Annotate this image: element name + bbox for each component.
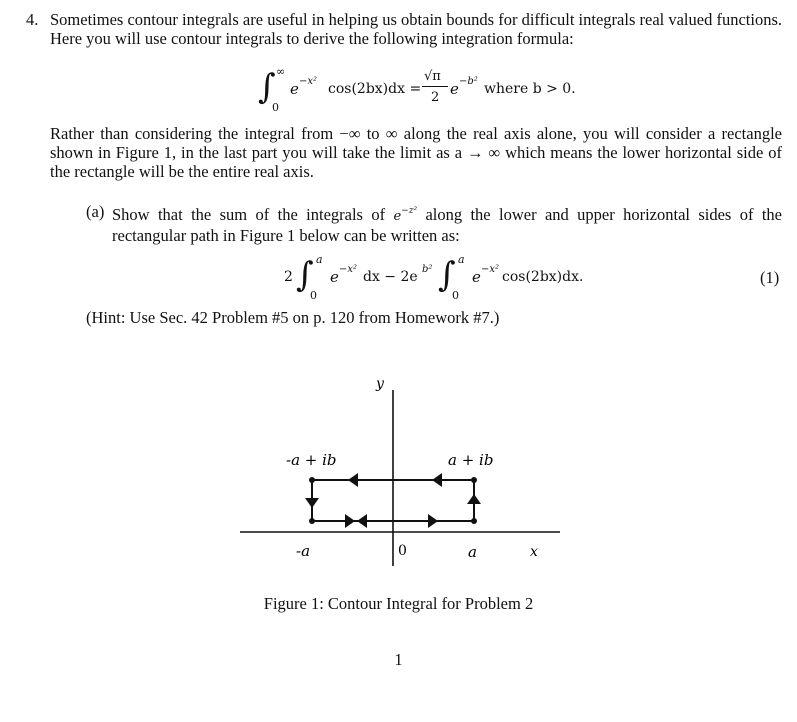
fraction-numerator: √π (424, 69, 441, 84)
part-a-text-before: Show that the sum of the integrals of (112, 205, 386, 224)
rhs-exponent: −b² (459, 76, 478, 87)
eq-lower-limit-2: 0 (452, 289, 459, 302)
figure-caption: Figure 1: Contour Integral for Problem 2 (263, 594, 534, 613)
eq-integral-sign-1: ∫ (296, 255, 314, 295)
integrand-rest: cos(2bx)dx = (328, 81, 422, 97)
eq-rest: cos(2bx)dx. (502, 269, 584, 285)
arrow-left-down (305, 498, 319, 508)
label-origin: 0 (398, 543, 407, 559)
eq-integral-sign-2: ∫ (438, 255, 456, 295)
label-top-left: -a + ib (286, 451, 337, 469)
eq-lower-limit-1: 0 (310, 289, 317, 302)
fraction-denominator: 2 (431, 90, 440, 105)
integrand-exponent: −x² (299, 76, 318, 87)
eq-mid-exp: b² (422, 264, 433, 275)
eq-base-2: e (472, 268, 481, 286)
rhs-base: e (450, 80, 459, 98)
label-neg-a: -a (296, 542, 311, 560)
integrand-base: e (290, 80, 299, 98)
problem-intro: Sometimes contour integrals are useful in helping us obtain bounds for difficult integrals real valued functions. Here you will use contour integrals to derive the following integration formula: (50, 10, 782, 48)
part-a-label: (a) (86, 202, 105, 221)
corner-bottom-left (309, 518, 315, 524)
corner-top-right (471, 477, 477, 483)
part-a-exp-base: e (393, 209, 402, 224)
problem-number: 4. (26, 10, 39, 29)
arrow-bottom-mid (345, 514, 355, 528)
eq-base-1: e (330, 268, 339, 286)
part-a-exp-sup: −z² (401, 206, 418, 216)
paragraph: Rather than considering the integral from −∞ to ∞ along the real axis alone, you will consider a rectangle shown in Figure 1, in the last part you will take the limit as a → ∞ which means the lower horizontal side of the rectangle will be the entire real axis. (50, 124, 782, 181)
arrow-top-left (348, 473, 358, 487)
x-axis-label: x (530, 544, 538, 560)
contour-figure (230, 370, 570, 580)
arrow-bottom-right-2 (428, 514, 438, 528)
hint: (Hint: Use Sec. 42 Problem #5 on p. 120 from Homework #7.) (86, 308, 500, 327)
integral-lower-limit: 0 (272, 101, 279, 114)
integral-upper-limit: ∞ (276, 65, 286, 78)
part-a-text-after: along the lower and upper horizontal sides of the rectangular path in Figure 1 below can be written as: (112, 205, 783, 245)
eq-coefficient: 2 (284, 269, 293, 285)
arrow-top-right (432, 473, 442, 487)
arrow-right-up (467, 494, 481, 504)
integral-sign: ∫ (258, 67, 276, 107)
eq-exp-1: −x² (339, 264, 358, 275)
eq-upper-limit-1: a (316, 253, 323, 266)
y-axis-label: y (376, 376, 384, 392)
eq-mid: dx − 2e (363, 269, 418, 285)
page-number: 1 (394, 650, 403, 669)
equation-number: (1) (760, 268, 780, 287)
eq-upper-limit-2: a (458, 253, 465, 266)
eq-exp-2: −x² (481, 264, 500, 275)
label-pos-a: a (468, 543, 477, 561)
part-a-text (112, 202, 782, 245)
formula-condition: where b > 0. (484, 81, 576, 97)
corner-top-left (309, 477, 315, 483)
fraction-bar (422, 86, 448, 87)
main-formula (258, 66, 598, 116)
equation-1 (284, 254, 604, 304)
corner-bottom-right (471, 518, 477, 524)
arrow-bottom-right (357, 514, 367, 528)
label-top-right: a + ib (448, 451, 494, 469)
